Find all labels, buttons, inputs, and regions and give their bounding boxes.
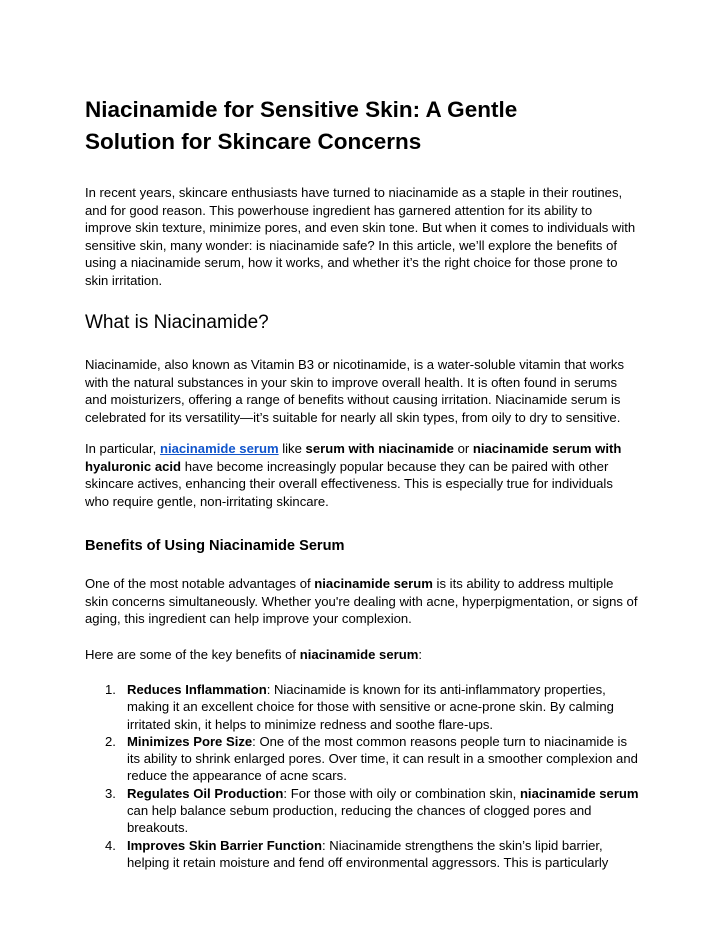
list-item-text: : Niacinamide strengthens the skin’s lipid barrier, helping it retain moisture and fend off environmental aggressors. This is particularly bbox=[127, 837, 609, 870]
text-run: like bbox=[278, 441, 306, 456]
list-item-text: : One of the most common reasons people turn to niacinamide is its ability to shrink enlarged pores. Over time, it can result in a smoother complexion and reduce the appearance of acne scars. bbox=[127, 733, 638, 784]
text-run: One of the most notable advantages of bbox=[85, 576, 315, 591]
text-run: is its ability to address multiple skin concerns simultaneously. Whether you're dealing with acne, hyperpigmentation, or signs of aging, this ingredient can help improve your complexion. bbox=[85, 576, 638, 626]
text-run: : bbox=[418, 646, 422, 662]
bold-run: niacinamide serum bbox=[519, 785, 639, 801]
list-number: 3. bbox=[105, 785, 116, 801]
list-item bbox=[85, 785, 640, 837]
list-number: 4. bbox=[105, 837, 116, 853]
list-number: 2. bbox=[105, 733, 116, 749]
text-run: or bbox=[453, 441, 473, 456]
list-item-title: Improves Skin Barrier Function bbox=[127, 837, 322, 853]
list-item-title: Regulates Oil Production bbox=[127, 785, 284, 801]
niacinamide-serum-link[interactable]: niacinamide serum bbox=[159, 441, 279, 456]
bold-run: niacinamide serum with hyaluronic acid bbox=[85, 441, 622, 474]
benefits-list bbox=[85, 681, 640, 871]
list-item-text: : Niacinamide is known for its anti-inflammatory properties, making it an excellent choice for those with sensitive or acne-prone skin. By calming irritated skin, it helps to minimize redness and soothe flare-ups. bbox=[127, 682, 614, 732]
list-item-text: : For those with oily or combination skin, bbox=[283, 785, 520, 801]
advantages-paragraph bbox=[85, 575, 640, 628]
section-heading-what-is: What is Niacinamide? bbox=[85, 312, 269, 333]
intro-paragraph: In recent years, skincare enthusiasts have turned to niacinamide as a staple in their routines, and for good reason. This powerhouse ingredient has garnered attention for its ability to improve skin texture, minimize pores, and even skin tone. But when it comes to individuals with sensitive skin, many wonder: is niacinamide safe? In this article, we’ll explore the benefits of using a niacinamide serum, how it works, and whether it’s the right choice for those prone to skin irritation. bbox=[85, 185, 636, 288]
list-number: 1. bbox=[105, 682, 116, 697]
list-item-title: Minimizes Pore Size bbox=[127, 733, 253, 749]
list-item-text: can help balance sebum production, reducing the chances of clogged pores and breakouts. bbox=[127, 803, 592, 836]
list-item bbox=[85, 837, 640, 872]
text-run: have become increasingly popular because they can be paired with other skincare actives, enhancing their overall effectiveness. This is especially true for individuals who require gentle, non-irritating skincare. bbox=[85, 458, 613, 509]
definition-paragraph: Niacinamide, also known as Vitamin B3 or nicotinamide, is a water-soluble vitamin that works with the natural substances in your skin to improve overall health. It is often found in serums and moisturizers, offering a range of benefits without causing irritation. Niacinamide serum is celebrated for its versatility—it’s suitable for nearly all skin types, from oily to dry to sensitive. bbox=[85, 357, 625, 425]
section-heading-benefits: Benefits of Using Niacinamide Serum bbox=[85, 538, 345, 554]
text-run: In particular, bbox=[85, 441, 160, 456]
key-benefits-intro bbox=[85, 646, 640, 664]
list-item bbox=[85, 733, 640, 785]
text-run: Here are some of the key benefits of bbox=[85, 646, 300, 662]
list-item bbox=[85, 681, 640, 733]
bold-run: niacinamide serum bbox=[299, 646, 419, 662]
bold-run: serum with niacinamide bbox=[305, 441, 454, 456]
document-title: Niacinamide for Sensitive Skin: A Gentle Solution for Skincare Concerns bbox=[85, 97, 518, 154]
list-item-title: Reduces Inflammation bbox=[127, 682, 267, 697]
bold-run: niacinamide serum bbox=[314, 576, 433, 591]
serum-types-paragraph bbox=[85, 440, 640, 510]
